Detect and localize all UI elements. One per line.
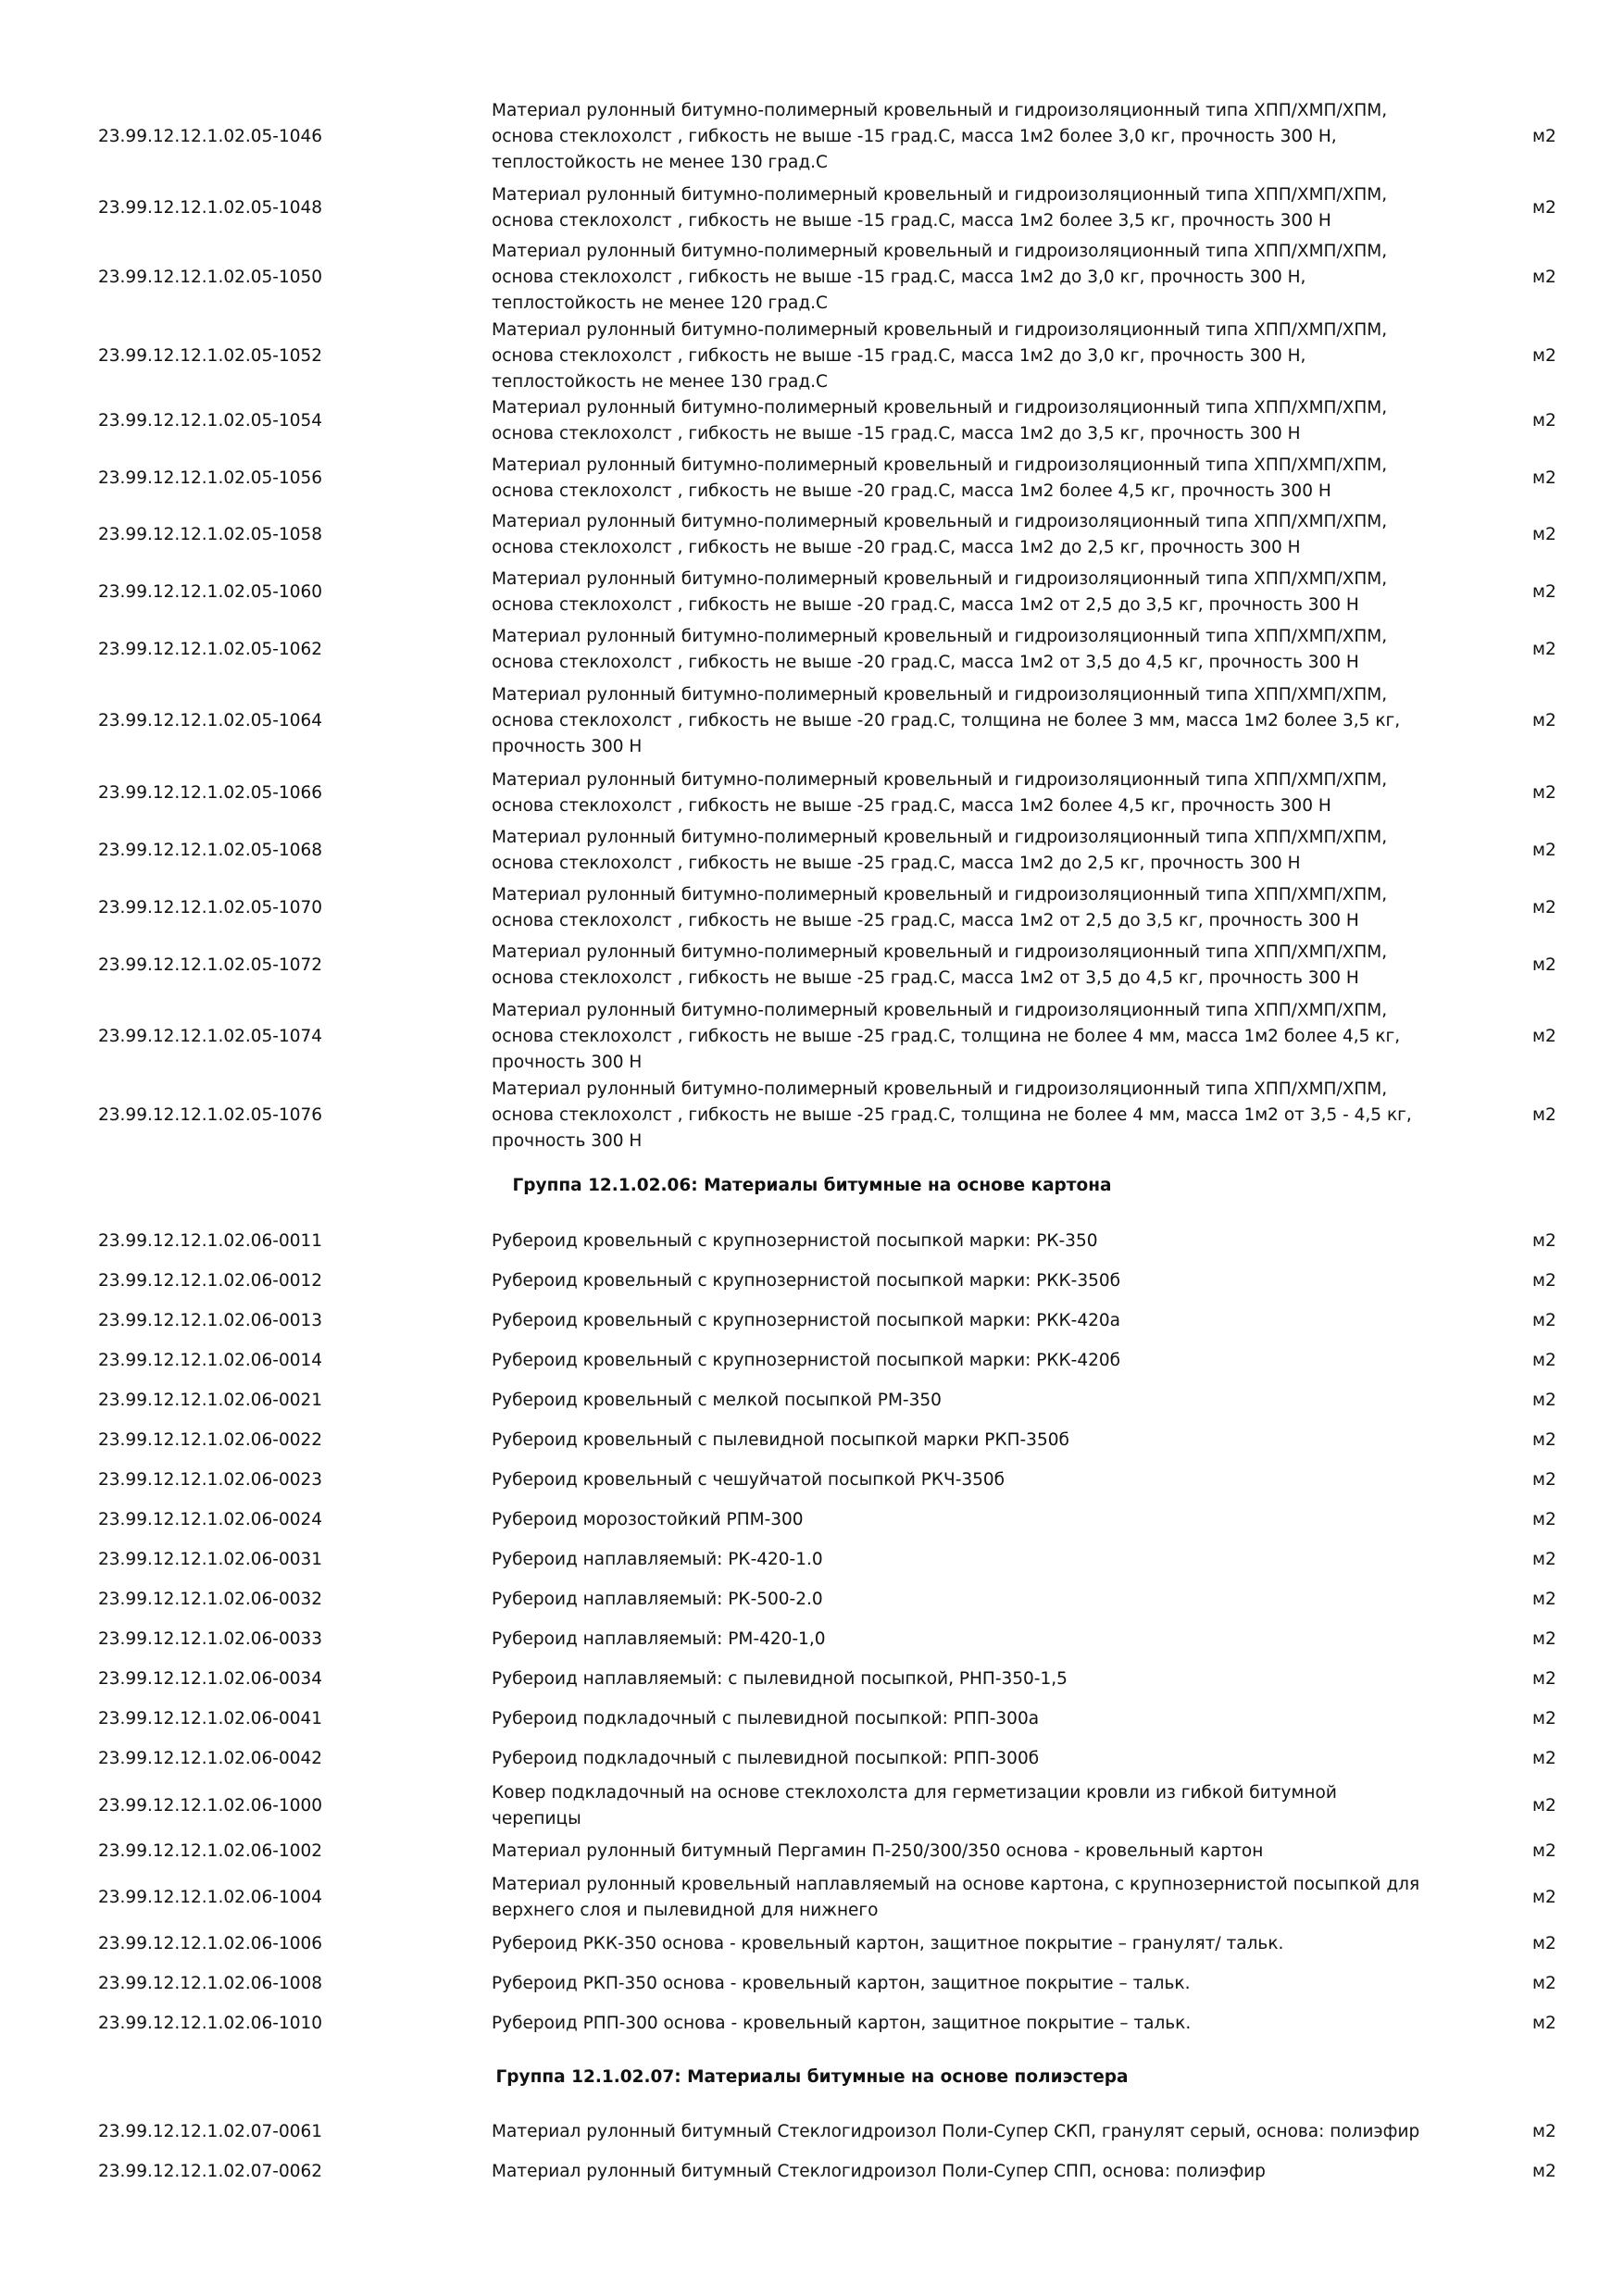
row-code: 23.99.12.12.1.02.05-1068 xyxy=(98,841,323,860)
row-unit: м2 xyxy=(1532,1669,1556,1689)
table-row xyxy=(0,1223,1624,1260)
row-unit: м2 xyxy=(1532,2014,1556,2033)
table-row xyxy=(0,1074,1624,1157)
row-code: 23.99.12.12.1.02.05-1070 xyxy=(98,898,323,917)
row-code: 23.99.12.12.1.02.06-0032 xyxy=(98,1590,323,1609)
row-name: Материал рулонный битумный Стеклогидроизол Поли-Супер СПП, основа: полиэфир xyxy=(492,2162,1266,2181)
table-row xyxy=(0,1926,1624,1963)
row-unit: м2 xyxy=(1532,1749,1556,1768)
table-row xyxy=(0,1701,1624,1738)
table-row xyxy=(0,1621,1624,1658)
table-row xyxy=(0,766,1624,821)
table-row xyxy=(0,622,1624,678)
row-name: Рубероид наплавляемый: РК-420-1.0 xyxy=(492,1550,823,1569)
table-row xyxy=(0,995,1624,1079)
table-row xyxy=(0,2153,1624,2190)
row-code: 23.99.12.12.1.02.06-0024 xyxy=(98,1510,323,1529)
row-unit: м2 xyxy=(1532,955,1556,975)
row-code: 23.99.12.12.1.02.06-1010 xyxy=(98,2014,323,2033)
table-row xyxy=(0,1581,1624,1618)
row-code: 23.99.12.12.1.02.05-1074 xyxy=(98,1027,323,1046)
row-name: Рубероид кровельный с мелкой посыпкой РМ-350 xyxy=(492,1391,942,1410)
row-unit: м2 xyxy=(1532,1105,1556,1125)
table-row xyxy=(0,1342,1624,1379)
table-row xyxy=(0,680,1624,763)
row-name: Материал рулонный битумный Пергамин П-250/300/350 основа - кровельный картон xyxy=(492,1841,1264,1861)
row-name: Рубероид РКП-350 основа - кровельный картон, защитное покрытие – тальк. xyxy=(492,1974,1191,1993)
table-row xyxy=(0,95,1624,179)
row-code: 23.99.12.12.1.02.05-1060 xyxy=(98,582,323,602)
row-code: 23.99.12.12.1.02.06-0031 xyxy=(98,1550,323,1569)
row-name: Материал рулонный битумно-полимерный кровельный и гидроизоляционный типа ХПП/ХМП/ХПМ, основа стеклохолст , гибкость не выше -20 град.С, масса 1м2 от 2,5 до 3,5 кг, прочность 300 Н xyxy=(492,569,1388,615)
row-name: Рубероид кровельный с крупнозернистой посыпкой марки: РКК-350б xyxy=(492,1271,1121,1291)
table-row xyxy=(0,1502,1624,1539)
row-code: 23.99.12.12.1.02.05-1054 xyxy=(98,411,323,430)
row-name: Рубероид РПП-300 основа - кровельный картон, защитное покрытие – тальк. xyxy=(492,2014,1192,2033)
row-name: Материал рулонный битумно-полимерный кровельный и гидроизоляционный типа ХПП/ХМП/ХПМ, основа стеклохолст , гибкость не выше -20 град.С, масса 1м2 от 3,5 до 4,5 кг, прочность 300 Н xyxy=(492,627,1388,672)
table-row xyxy=(0,565,1624,620)
row-code: 23.99.12.12.1.02.06-0011 xyxy=(98,1231,323,1251)
row-code: 23.99.12.12.1.02.06-1008 xyxy=(98,1974,323,1993)
row-name: Рубероид подкладочный с пылевидной посыпкой: РПП-300б xyxy=(492,1749,1040,1768)
row-name: Материал рулонный кровельный наплавляемый на основе картона, с крупнозернистой посыпкой для верхнего слоя и пылевидной для нижнего xyxy=(492,1875,1420,1920)
row-code: 23.99.12.12.1.02.05-1046 xyxy=(98,127,323,146)
row-unit: м2 xyxy=(1532,198,1556,218)
row-code: 23.99.12.12.1.02.05-1062 xyxy=(98,640,323,659)
row-unit: м2 xyxy=(1532,1027,1556,1046)
row-code: 23.99.12.12.1.02.06-0023 xyxy=(98,1470,323,1490)
row-name: Материал рулонный битумно-полимерный кровельный и гидроизоляционный типа ХПП/ХМП/ХПМ, основа стеклохолст , гибкость не выше -15 град.С, масса 1м2 более 3,5 кг, прочность 300 Н xyxy=(492,185,1388,231)
row-name: Материал рулонный битумно-полимерный кровельный и гидроизоляционный типа ХПП/ХМП/ХПМ, основа стеклохолст , гибкость не выше -20 град.С, толщина не более 3 мм, масса 1м2 более 3,5 кг, прочность 300 Н xyxy=(492,685,1401,756)
table-row xyxy=(0,1741,1624,1778)
row-code: 23.99.12.12.1.02.06-0033 xyxy=(98,1629,323,1649)
row-unit: м2 xyxy=(1532,411,1556,430)
row-name: Материал рулонный битумно-полимерный кровельный и гидроизоляционный типа ХПП/ХМП/ХПМ, основа стеклохолст , гибкость не выше -15 град.С, масса 1м2 более 3,0 кг, прочность 300 Н, теплостойкость не менее 130 град.С xyxy=(492,101,1388,172)
row-name: Рубероид подкладочный с пылевидной посыпкой: РПП-300а xyxy=(492,1709,1040,1728)
table-row xyxy=(0,1965,1624,2003)
row-unit: м2 xyxy=(1532,1271,1556,1291)
row-name: Материал рулонный битумно-полимерный кровельный и гидроизоляционный типа ХПП/ХМП/ХПМ, основа стеклохолст , гибкость не выше -25 град.С, масса 1м2 от 3,5 до 4,5 кг, прочность 300 Н xyxy=(492,942,1388,988)
row-name: Материал рулонный битумный Стеклогидроизол Поли-Супер СКП, гранулят серый, основа: полиэфир xyxy=(492,2122,1420,2141)
row-name: Материал рулонный битумно-полимерный кровельный и гидроизоляционный типа ХПП/ХМП/ХПМ, основа стеклохолст , гибкость не выше -15 град.С, масса 1м2 до 3,5 кг, прочность 300 Н xyxy=(492,398,1388,443)
row-code: 23.99.12.12.1.02.05-1066 xyxy=(98,783,323,803)
row-name: Материал рулонный битумно-полимерный кровельный и гидроизоляционный типа ХПП/ХМП/ХПМ, основа стеклохолст , гибкость не выше -25 град.С, масса 1м2 более 4,5 кг, прочность 300 Н xyxy=(492,770,1388,816)
row-unit: м2 xyxy=(1532,841,1556,860)
row-code: 23.99.12.12.1.02.06-0034 xyxy=(98,1669,323,1689)
table-row xyxy=(0,1382,1624,1419)
row-name: Материал рулонный битумно-полимерный кровельный и гидроизоляционный типа ХПП/ХМП/ХПМ, основа стеклохолст , гибкость не выше -15 град.С, масса 1м2 до 3,0 кг, прочность 300 Н, теплостойкость не менее 130 град.С xyxy=(492,320,1388,392)
row-name: Рубероид кровельный с крупнозернистой посыпкой марки: РК-350 xyxy=(492,1231,1098,1251)
row-name: Рубероид кровельный с чешуйчатой посыпкой РКЧ-350б xyxy=(492,1470,1006,1490)
table-row xyxy=(0,1870,1624,1926)
row-unit: м2 xyxy=(1532,2122,1556,2141)
row-name: Рубероид РКК-350 основа - кровельный картон, защитное покрытие – гранулят/ тальк. xyxy=(492,1934,1284,1953)
row-unit: м2 xyxy=(1532,783,1556,803)
row-name: Рубероид наплавляемый: РК-500-2.0 xyxy=(492,1590,823,1609)
row-unit: м2 xyxy=(1532,1590,1556,1609)
table-row xyxy=(0,1422,1624,1459)
row-code: 23.99.12.12.1.02.06-1006 xyxy=(98,1934,323,1953)
table-row xyxy=(0,1263,1624,1300)
row-name: Материал рулонный битумно-полимерный кровельный и гидроизоляционный типа ХПП/ХМП/ХПМ, основа стеклохолст , гибкость не выше -20 град.С, масса 1м2 до 2,5 кг, прочность 300 Н xyxy=(492,512,1388,557)
table-row xyxy=(0,2114,1624,2151)
row-code: 23.99.12.12.1.02.05-1076 xyxy=(98,1105,323,1125)
row-code: 23.99.12.12.1.02.05-1064 xyxy=(98,711,323,730)
table-row xyxy=(0,181,1624,236)
row-name: Материал рулонный битумно-полимерный кровельный и гидроизоляционный типа ХПП/ХМП/ХПМ, основа стеклохолст , гибкость не выше -25 град.С, толщина не более 4 мм, масса 1м2 более 4,5 кг, прочность 300 Н xyxy=(492,1001,1401,1072)
row-unit: м2 xyxy=(1532,1796,1556,1816)
row-code: 23.99.12.12.1.02.05-1058 xyxy=(98,525,323,544)
table-row xyxy=(0,315,1624,398)
row-unit: м2 xyxy=(1532,1974,1556,1993)
row-unit: м2 xyxy=(1532,1311,1556,1330)
row-code: 23.99.12.12.1.02.06-0021 xyxy=(98,1391,323,1410)
row-unit: м2 xyxy=(1532,1231,1556,1251)
table-row xyxy=(0,236,1624,319)
group-heading-06: Группа 12.1.02.06: Материалы битумные на основе картона xyxy=(512,1176,1112,1195)
row-unit: м2 xyxy=(1532,1709,1556,1728)
table-row xyxy=(0,823,1624,879)
table-row xyxy=(0,1303,1624,1340)
row-name: Рубероид кровельный с пылевидной посыпкой марки РКП-350б xyxy=(492,1430,1069,1450)
table-row xyxy=(0,1778,1624,1834)
row-unit: м2 xyxy=(1532,1934,1556,1953)
row-name: Рубероид морозостойкий РПМ-300 xyxy=(492,1510,804,1529)
row-unit: м2 xyxy=(1532,1470,1556,1490)
table-row xyxy=(0,451,1624,506)
table-row xyxy=(0,1833,1624,1870)
table-row xyxy=(0,880,1624,936)
row-unit: м2 xyxy=(1532,1550,1556,1569)
group-heading-07: Группа 12.1.02.07: Материалы битумные на основе полиэстера xyxy=(495,2067,1129,2087)
row-unit: м2 xyxy=(1532,582,1556,602)
row-name: Рубероид наплавляемый: РМ-420-1,0 xyxy=(492,1629,826,1649)
table-row xyxy=(0,1661,1624,1698)
row-unit: м2 xyxy=(1532,640,1556,659)
row-code: 23.99.12.12.1.02.07-0062 xyxy=(98,2162,323,2181)
row-code: 23.99.12.12.1.02.06-0042 xyxy=(98,1749,323,1768)
row-name: Материал рулонный битумно-полимерный кровельный и гидроизоляционный типа ХПП/ХМП/ХПМ, основа стеклохолст , гибкость не выше -25 град.С, толщина не более 4 мм, масса 1м2 от 3,5 - 4,5 кг, прочность 300 Н xyxy=(492,1079,1412,1151)
row-name: Материал рулонный битумно-полимерный кровельный и гидроизоляционный типа ХПП/ХМП/ХПМ, основа стеклохолст , гибкость не выше -25 град.С, масса 1м2 от 2,5 до 3,5 кг, прочность 300 Н xyxy=(492,885,1388,930)
row-unit: м2 xyxy=(1532,711,1556,730)
row-code: 23.99.12.12.1.02.06-0013 xyxy=(98,1311,323,1330)
row-code: 23.99.12.12.1.02.06-0012 xyxy=(98,1271,323,1291)
table-row xyxy=(0,2005,1624,2042)
row-unit: м2 xyxy=(1532,468,1556,488)
row-code: 23.99.12.12.1.02.05-1056 xyxy=(98,468,323,488)
row-code: 23.99.12.12.1.02.05-1048 xyxy=(98,198,323,218)
row-unit: м2 xyxy=(1532,1391,1556,1410)
row-name: Ковер подкладочный на основе стеклохолста для герметизации кровли из гибкой битумной черепицы xyxy=(492,1783,1337,1828)
row-name: Материал рулонный битумно-полимерный кровельный и гидроизоляционный типа ХПП/ХМП/ХПМ, основа стеклохолст , гибкость не выше -25 град.С, масса 1м2 до 2,5 кг, прочность 300 Н xyxy=(492,828,1388,873)
row-code: 23.99.12.12.1.02.06-1000 xyxy=(98,1796,323,1816)
row-unit: м2 xyxy=(1532,1841,1556,1861)
table-row xyxy=(0,1462,1624,1499)
row-code: 23.99.12.12.1.02.06-0041 xyxy=(98,1709,323,1728)
row-code: 23.99.12.12.1.02.06-0014 xyxy=(98,1351,323,1370)
row-code: 23.99.12.12.1.02.06-0022 xyxy=(98,1430,323,1450)
table-row xyxy=(0,938,1624,993)
row-unit: м2 xyxy=(1532,1510,1556,1529)
row-unit: м2 xyxy=(1532,525,1556,544)
row-unit: м2 xyxy=(1532,268,1556,287)
row-name: Рубероид кровельный с крупнозернистой посыпкой марки: РКК-420а xyxy=(492,1311,1120,1330)
row-unit: м2 xyxy=(1532,1351,1556,1370)
row-code: 23.99.12.12.1.02.05-1050 xyxy=(98,268,323,287)
row-unit: м2 xyxy=(1532,346,1556,366)
row-code: 23.99.12.12.1.02.05-1072 xyxy=(98,955,323,975)
row-unit: м2 xyxy=(1532,898,1556,917)
row-unit: м2 xyxy=(1532,2162,1556,2181)
row-name: Материал рулонный битумно-полимерный кровельный и гидроизоляционный типа ХПП/ХМП/ХПМ, основа стеклохолст , гибкость не выше -20 град.С, масса 1м2 более 4,5 кг, прочность 300 Н xyxy=(492,455,1388,501)
row-code: 23.99.12.12.1.02.06-1002 xyxy=(98,1841,323,1861)
table-row xyxy=(0,507,1624,563)
row-unit: м2 xyxy=(1532,127,1556,146)
row-unit: м2 xyxy=(1532,1430,1556,1450)
row-code: 23.99.12.12.1.02.05-1052 xyxy=(98,346,323,366)
row-name: Рубероид наплавляемый: с пылевидной посыпкой, РНП-350-1,5 xyxy=(492,1669,1068,1689)
row-name: Материал рулонный битумно-полимерный кровельный и гидроизоляционный типа ХПП/ХМП/ХПМ, основа стеклохолст , гибкость не выше -15 град.С, масса 1м2 до 3,0 кг, прочность 300 Н, теплостойкость не менее 120 град.С xyxy=(492,242,1388,313)
table-row xyxy=(0,393,1624,449)
row-code: 23.99.12.12.1.02.06-1004 xyxy=(98,1888,323,1907)
table-row xyxy=(0,1541,1624,1578)
row-unit: м2 xyxy=(1532,1888,1556,1907)
row-unit: м2 xyxy=(1532,1629,1556,1649)
row-code: 23.99.12.12.1.02.07-0061 xyxy=(98,2122,323,2141)
row-name: Рубероид кровельный с крупнозернистой посыпкой марки: РКК-420б xyxy=(492,1351,1121,1370)
